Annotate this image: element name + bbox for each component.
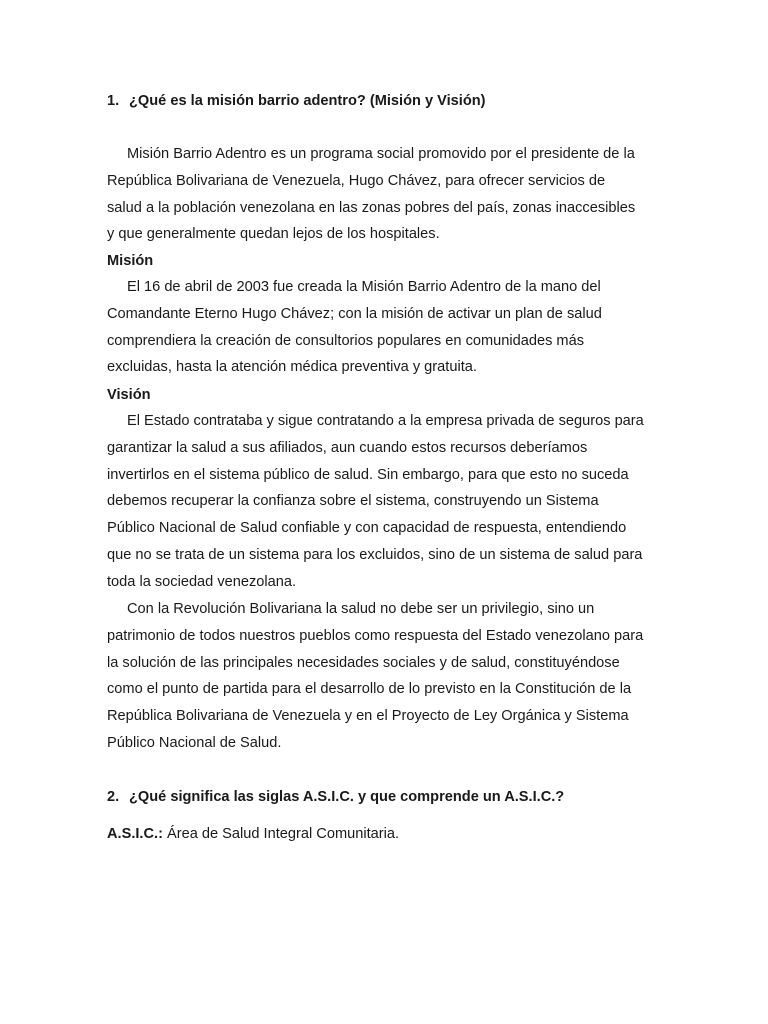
asic-term: A.S.I.C.: (107, 826, 163, 842)
text-line: la solución de las principales necesidades sociales y de salud, constituyéndose (107, 654, 620, 671)
vision-heading: Visión (107, 387, 151, 403)
mision-heading: Misión (107, 253, 154, 269)
text-line: y que generalmente quedan lejos de los hospitales. (107, 226, 440, 243)
vision-paragraph-2 (107, 596, 667, 757)
text-line: El 16 de abril de 2003 fue creada la Misión Barrio Adentro de la mano del (127, 279, 601, 295)
text-line: salud a la población venezolana en las zonas pobres del país, zonas inaccesibles (107, 199, 636, 216)
text-line: patrimonio de todos nuestros pueblos como respuesta del Estado venezolano para (107, 627, 644, 644)
question-1-number: 1. (107, 93, 120, 109)
text-line: Misión Barrio Adentro es un programa social promovido por el presidente de la (127, 146, 635, 162)
text-line: Público Nacional de Salud confiable y con capacidad de respuesta, entendiendo (107, 520, 627, 537)
text-line: comprendiera la creación de consultorios populares en comunidades más (107, 332, 584, 349)
text-line: garantizar la salud a sus afiliados, aun cuando estos recursos deberíamos (107, 439, 588, 456)
vision-paragraph-1 (107, 408, 667, 596)
mision-paragraph (107, 274, 667, 381)
text-line: que no se trata de un sistema para los excluidos, sino de un sistema de salud para (107, 546, 643, 563)
text-line: como el punto de partida para el desarrollo de lo previsto en la Constitución de la (107, 681, 632, 698)
question-2-text: ¿Qué significa las siglas A.S.I.C. y que comprende un A.S.I.C.? (129, 789, 565, 805)
text-line: Público Nacional de Salud. (107, 734, 282, 751)
question-2-number: 2. (107, 789, 120, 805)
text-line: Con la Revolución Bolivariana la salud no debe ser un privilegio, sino un (127, 601, 595, 617)
question-1 (107, 92, 486, 110)
question-2 (107, 788, 564, 806)
asic-definition (107, 825, 399, 843)
text-line: República Bolivariana de Venezuela y en el Proyecto de Ley Orgánica y Sistema (107, 708, 629, 725)
text-line: El Estado contrataba y sigue contratando a la empresa privada de seguros para (127, 413, 644, 429)
text-line: invertirlos en el sistema público de salud. Sin embargo, para que esto no suceda (107, 466, 629, 483)
asic-definition-text: Área de Salud Integral Comunitaria. (162, 826, 400, 842)
text-line: toda la sociedad venezolana. (107, 573, 297, 590)
text-line: República Bolivariana de Venezuela, Hugo Chávez, para ofrecer servicios de (107, 172, 606, 189)
text-line: Comandante Eterno Hugo Chávez; con la misión de activar un plan de salud (107, 305, 602, 322)
question-1-text: ¿Qué es la misión barrio adentro? (Misión y Visión) (129, 93, 486, 109)
intro-paragraph (107, 141, 667, 248)
text-line: debemos recuperar la confianza sobre el sistema, construyendo un Sistema (107, 493, 599, 510)
text-line: excluidas, hasta la atención médica preventiva y gratuita. (107, 359, 477, 376)
